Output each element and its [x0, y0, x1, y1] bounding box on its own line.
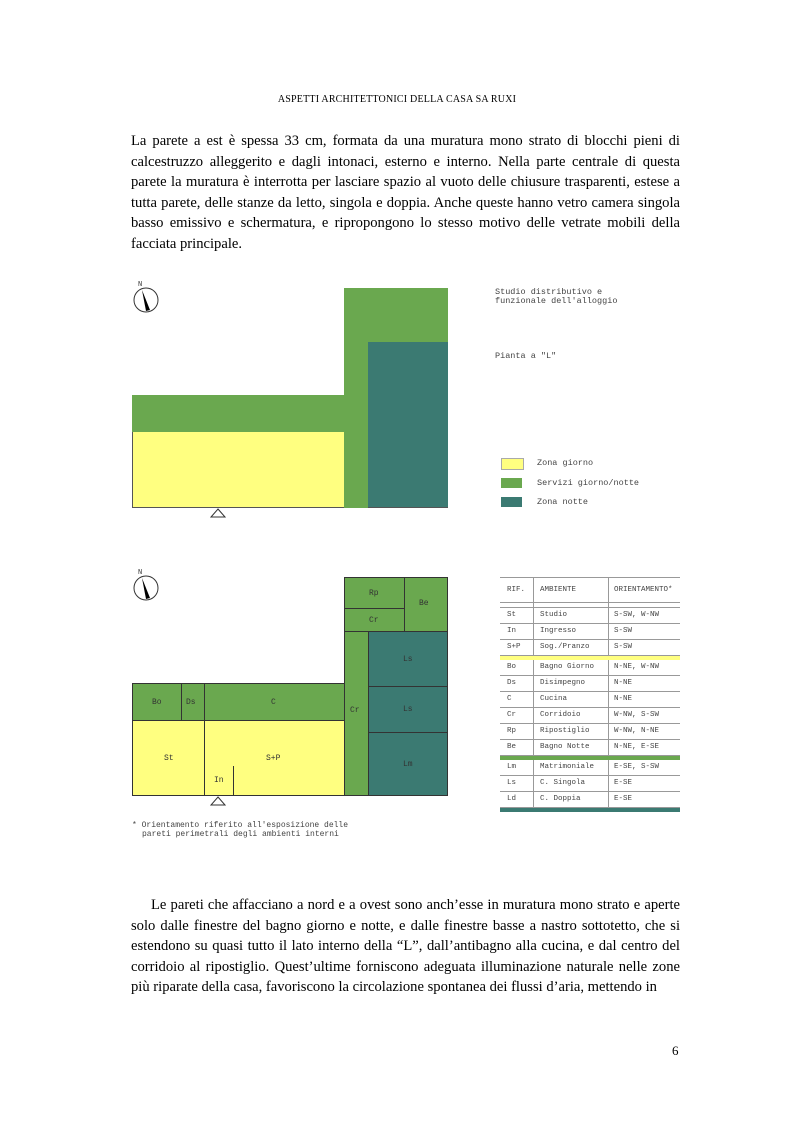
paragraph-1-text: La parete a est è spessa 33 cm, formata da una muratura mono strato di blocchi pieni di calcestruzzo alleggerito e dagli intonaci, esterno e interno. Nella parte centrale di questa parete la muratura è interrotta per lasciare spazio al vuoto delle chiusure trasparenti, estese a tutta parete, delle stanze da letto, singola e doppia. Anche queste hanno vetro camera singola basso emissivo e schermatura, e ripropongono lo stesso motivo delle vetrate mobili della facciata principale.	[131, 133, 680, 252]
footnote-line1: * Orientamento riferito all'esposizione delle	[132, 821, 349, 830]
compass-1-label: N	[138, 281, 143, 289]
table-row: Lm Matrimoniale E-SE, S-SW	[500, 760, 680, 776]
room-cr-top-label: Cr	[369, 616, 379, 625]
compass-1	[132, 278, 162, 314]
diagram-title-line2: funzionale dell'alloggio	[495, 296, 618, 306]
table-row: St Studio S-SW, W-NW	[500, 608, 680, 624]
legend-swatch-giorno	[501, 458, 524, 470]
table-header-orientamento: ORIENTAMENTO*	[614, 586, 673, 594]
room-ls-top-label: Ls	[403, 655, 413, 664]
paragraph-1	[131, 131, 680, 254]
legend-label-notte: Zona notte	[537, 497, 589, 507]
entrance-marker-1	[210, 508, 226, 518]
room-ds-label: Ds	[186, 698, 196, 707]
room-lm-label: Lm	[403, 760, 413, 769]
orientation-table	[500, 577, 680, 812]
room-sp-label: S+P	[266, 754, 281, 763]
legend-swatch-servizi	[501, 478, 522, 488]
table-row: In Ingresso S-SW	[500, 624, 680, 640]
zone-notte	[368, 342, 448, 508]
table-header-rif: RIF.	[507, 586, 526, 594]
zone-servizi-horizontal	[132, 395, 345, 432]
legend-swatch-notte	[501, 497, 522, 507]
room-rp-label: Rp	[369, 589, 379, 598]
table-row: S+P Sog./Pranzo S-SW	[500, 640, 680, 656]
room-bo-label: Bo	[152, 698, 162, 707]
room-be-label: Be	[419, 599, 429, 608]
legend-label-servizi: Servizi giorno/notte	[537, 478, 640, 488]
compass-2-label: N	[138, 569, 143, 577]
paragraph-2	[131, 895, 680, 998]
footnote-line2: pareti perimetrali degli ambienti interni	[142, 830, 339, 839]
table-row: Bo Bagno Giorno N-NE, W-NW	[500, 660, 680, 676]
table-row: Ls C. Singola E-SE	[500, 776, 680, 792]
diagram-title-line1: Studio distributivo e	[495, 287, 603, 297]
running-header: ASPETTI ARCHITETTONICI DELLA CASA SA RUXI	[277, 94, 517, 105]
room-ls-label: Ls	[403, 705, 413, 714]
table-row: Ds Disimpegno N-NE	[500, 676, 680, 692]
zone-servizi-top	[344, 288, 448, 342]
table-separator-notte	[500, 808, 680, 812]
diagram-subtitle: Pianta a "L"	[495, 351, 557, 361]
entrance-marker-2	[210, 796, 226, 806]
table-row: Cr Corridoio W-NW, S-SW	[500, 708, 680, 724]
zone-giorno	[132, 432, 345, 508]
table-row: Be Bagno Notte N-NE, E-SE	[500, 740, 680, 756]
room-st-label: St	[164, 754, 174, 763]
compass-2	[132, 566, 162, 602]
table-row: Rp Ripostiglio W-NW, N-NE	[500, 724, 680, 740]
paragraph-2-text: Le pareti che affacciano a nord e a ovest sono anch’esse in muratura mono strato e aperte solo dalle finestre del bagno giorno e notte, e dalle finestre basse a nastro sottotetto, che si estendono su quasi tutto il lato interno della “L”, dall’antibagno alla cucina, e dal centro del corridoio al ripostiglio. Quest’ultime forniscono adeguata illuminazione naturale nelle zone più riparate della casa, favoriscono la circolazione spontanea dei flussi d’aria, mettendo in	[131, 897, 680, 995]
table-header-row	[500, 577, 680, 603]
table-header-ambiente: AMBIENTE	[540, 586, 577, 594]
table-row: Ld C. Doppia E-SE	[500, 792, 680, 808]
room-cr-label: Cr	[350, 706, 360, 715]
page-number: 6	[672, 1043, 679, 1058]
room-in-label: In	[214, 776, 224, 785]
room-c-label: C	[271, 698, 276, 707]
legend-label-giorno: Zona giorno	[537, 458, 594, 468]
table-row: C Cucina N-NE	[500, 692, 680, 708]
